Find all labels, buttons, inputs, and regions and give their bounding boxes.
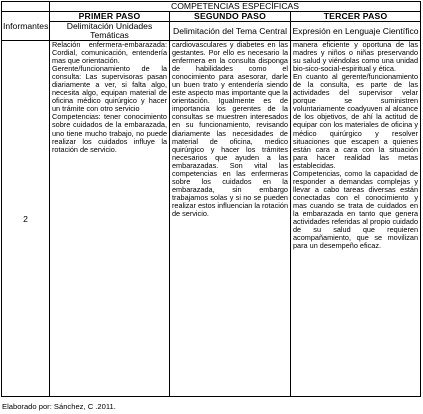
competencies-table bbox=[1, 1, 421, 397]
paragraph-gerente: Gerente/funcionamiento de la consulta: Las supervisoras pasan diariamente a ver, si falta algo, necesita algo, equipan material de oficina médico quirúrgico y hacer un trámite con otro servicio bbox=[52, 64, 167, 114]
paragraph-tema-central: cardiovasculares y diabetes en las gestantes. Por ello es necesario la enfermera en la consulta disponga de habilidades como el conocimiento para asesorar, darle un buen trato y entendería siendo este aspecto mas importante que la orientación. Igualmente es de importancia los gerentes de la consultas se muestren interesados en su funcionamiento, revisando diariamente las necesidades de material de oficina, medico quirúrgico y hacer los trámites necesarios que ayuden a las embarazadas. Son vital las competencias en las enfermeras sobre los cuidados en la embarazada, sin embargo trabajamos solas y si no se pueden realizar estos influencian la rotación de servicio. bbox=[172, 40, 289, 218]
informant-number: 2 bbox=[2, 41, 50, 397]
table-corner bbox=[2, 2, 50, 12]
table-cell-tercer-paso bbox=[291, 41, 421, 397]
paragraph-competencias: Competencias: tener conocimiento sobre cuidados de la embarazada, uno tiene mucho trabajo, no puede realizar los cuidados influye la rotación de servicio. bbox=[52, 112, 167, 154]
column-header-tercer-paso: TERCER PASO bbox=[291, 12, 421, 22]
subheader-lenguaje-cientifico: Expresión en Lenguaje Científico bbox=[291, 22, 421, 41]
paragraph-lenguaje-3: Competencias, como la capacidad de responder a demandas complejas y llevar a cabo tareas diversas están conectadas con el conocimiento y mas cuando se trata de cuidados en la embarazada en tanto que genera actividades referidas al propio cuidado de su salud que requieren acompañamiento, que se movilizan para un desempeño eficaz. bbox=[293, 168, 419, 251]
subheader-unidades-tematicas: Delimitación Unidades Temáticas bbox=[50, 22, 170, 41]
table-title: COMPETENCIAS ESPECÍFICAS bbox=[50, 2, 421, 12]
subheader-tema-central: Delimitación del Tema Central bbox=[170, 22, 291, 41]
column-header-primer-paso: PRIMER PASO bbox=[50, 12, 170, 22]
paragraph-relacion: Relación enfermera-embarazada: Cordial, comunicación, entendería mas que orientación. bbox=[52, 40, 167, 66]
informants-header: Informantes bbox=[2, 12, 50, 41]
paragraph-lenguaje-1: manera eficiente y oportuna de las madres y niños o niñas preservando su salud y viéndolas como una unidad bio-sico-social-espiritual y ética. bbox=[293, 40, 419, 74]
table-cell-primer-paso bbox=[50, 41, 170, 397]
column-header-segundo-paso: SEGUNDO PASO bbox=[170, 12, 291, 22]
table-cell-segundo-paso bbox=[170, 41, 291, 397]
paragraph-lenguaje-2: En cuanto al gerente/funcionamiento de la consulta, es parte de las actividades del supervisor velar porque se suministren voluntariamente coadyuven al alcance de los objetivos, de ahí la actitud de equipar con los materiales de oficina y médico quirúrgico y resolver situaciones que escapen a quienes están cara a cara con la situación para hacer realidad las metas establecidas. bbox=[293, 72, 419, 170]
source-footer: Elaborado por: Sánchez, C .2011. bbox=[2, 402, 116, 411]
